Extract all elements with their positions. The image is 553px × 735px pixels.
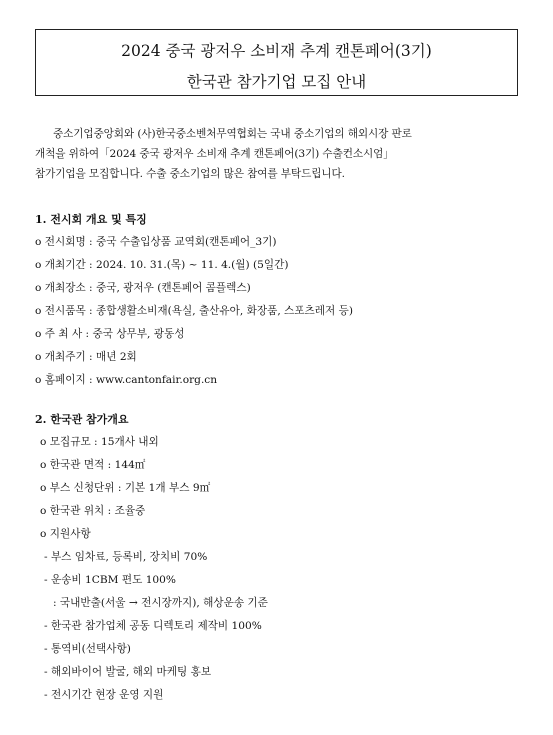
title-box xyxy=(35,29,518,96)
support-item: - 통역비(선택사항) xyxy=(44,643,131,655)
overview-item: o 전시품목 : 종합생활소비재(욕실, 출산유아, 화장품, 스포츠레저 등) xyxy=(35,305,353,317)
support-item: - 전시기간 현장 운영 지원 xyxy=(44,689,164,701)
overview-item: o 개최주기 : 매년 2회 xyxy=(35,351,137,363)
document-title: 2024 중국 광저우 소비재 추계 캔톤페어(3기) xyxy=(121,42,432,60)
participation-item: o 부스 신청단위 : 기본 1개 부스 9㎡ xyxy=(40,482,211,494)
participation-item: o 모집규모 : 15개사 내외 xyxy=(40,436,159,448)
overview-item: o 전시회명 : 중국 수출입상품 교역회(캔톤페어_3기) xyxy=(35,236,277,248)
support-item: - 부스 임차료, 등록비, 장치비 70% xyxy=(44,551,208,563)
overview-item: o 주 최 사 : 중국 상무부, 광동성 xyxy=(35,328,185,340)
participation-item: o 한국관 위치 : 조율중 xyxy=(40,505,146,517)
participation-item: o 지원사항 xyxy=(40,528,91,540)
support-item: - 한국관 참가업체 공동 디렉토리 제작비 100% xyxy=(44,620,262,632)
support-item: - 운송비 1CBM 편도 100% xyxy=(44,574,176,586)
intro-line: 중소기업중앙회와 (사)한국중소벤처무역협회는 국내 중소기업의 해외시장 판로 xyxy=(53,128,412,140)
overview-item: o 개최기간 : 2024. 10. 31.(목) ~ 11. 4.(월) (5일간) xyxy=(35,259,289,271)
intro-line: 참가기업을 모집합니다. 수출 중소기업의 많은 참여를 부탁드립니다. xyxy=(35,168,345,180)
homepage-item: o 홈페이지 : www.cantonfair.org.cn xyxy=(35,374,218,386)
intro-line: 개척을 위하여「2024 중국 광저우 소비재 추계 캔톤페어(3기) 수출컨소시엄」 xyxy=(35,148,394,160)
section2-heading: 2. 한국관 참가개요 xyxy=(35,413,129,426)
participation-item: o 한국관 면적 : 144㎡ xyxy=(40,459,146,471)
support-item: - 해외바이어 발굴, 해외 마케팅 홍보 xyxy=(44,666,212,678)
support-note: : 국내반출(서울 → 전시장까지), 해상운송 기준 xyxy=(53,597,268,609)
section1-heading: 1. 전시회 개요 및 특징 xyxy=(35,213,147,226)
document-subtitle: 한국관 참가기업 모집 안내 xyxy=(186,73,367,91)
overview-item: o 개최장소 : 중국, 광저우 (캔톤페어 콤플렉스) xyxy=(35,282,251,294)
intro-paragraph xyxy=(35,124,519,184)
